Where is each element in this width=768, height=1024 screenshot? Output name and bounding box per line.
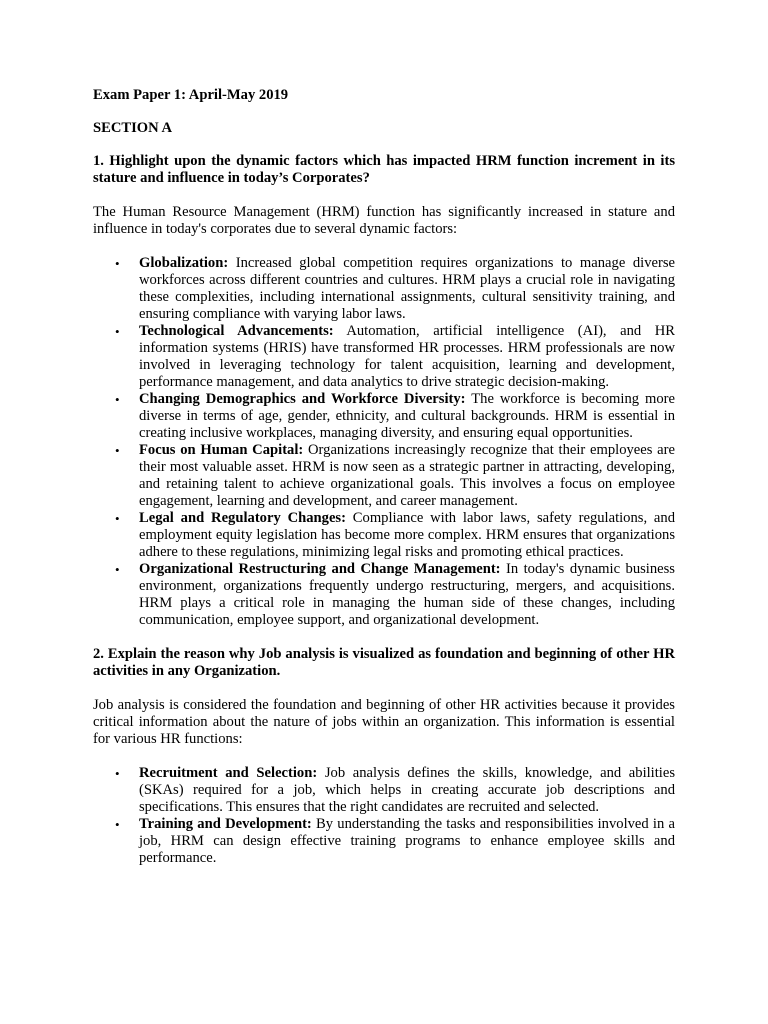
list-item-term: Globalization:	[139, 255, 229, 271]
list-item-text: Compliance with labor laws, safety regulations, and employment equity legislation has become more complex. HRM ensures that organizations adhere to these regulations, minimizing legal risks and promoting ethical practices.	[139, 510, 676, 560]
list-item	[115, 561, 675, 629]
list-item-text: By understanding the tasks and responsibilities involved in a job, HRM can design effective training programs to enhance employee skills and performance.	[139, 816, 675, 866]
list-item-text: Organizations increasingly recognize that their employees are their most valuable asset. HRM is now seen as a strategic partner in attracting, developing, and retaining talent to achieve organizational goals. This involves a focus on employee engagement, learning and development, and career management.	[139, 442, 675, 509]
answer-1-intro: The Human Resource Management (HRM) function has significantly increased in stature and influence in today's corporates due to several dynamic factors:	[93, 204, 675, 237]
list-item	[115, 323, 675, 391]
list-item-text: The workforce is becoming more diverse in terms of age, gender, ethnicity, and cultural backgrounds. HRM is essential in creating inclusive workplaces, managing diversity, and ensuring equal opportunities.	[139, 391, 675, 441]
bullet-icon: •	[115, 817, 120, 832]
bullet-icon: •	[115, 511, 120, 526]
answer-1-list	[93, 255, 675, 629]
list-item	[115, 816, 675, 867]
list-item-term: Changing Demographics and Workforce Diversity:	[139, 391, 466, 407]
bullet-icon: •	[115, 562, 120, 577]
bullet-icon: •	[115, 443, 120, 458]
bullet-icon: •	[115, 392, 120, 407]
list-item	[115, 765, 676, 816]
document-body	[93, 87, 675, 884]
bullet-icon: •	[115, 324, 120, 339]
list-item-text: Automation, artificial intelligence (AI), and HR information systems (HRIS) have transformed HR processes. HRM professionals are now involved in leveraging technology for talent acquisition, learning and development, performance management, and data analytics to drive strategic decision-making.	[139, 323, 675, 390]
list-item-text: Increased global competition requires organizations to manage diverse workforces across different countries and cultures. HRM plays a crucial role in navigating these complexities, including international assignments, cultural sensitivity training, and ensuring compliance with varying labor laws.	[139, 255, 675, 322]
bullet-icon: •	[115, 766, 120, 781]
list-item-text: In today's dynamic business environment, organizations frequently undergo restructuring, mergers, and acquisitions. HRM plays a critical role in managing the human side of these changes, including communication, employee support, and organizational development.	[139, 561, 675, 628]
question-1: 1. Highlight upon the dynamic factors which has impacted HRM function increment in its stature and influence in today’s Corporates?	[93, 153, 675, 186]
bullet-icon: •	[115, 256, 120, 271]
list-item-term: Legal and Regulatory Changes:	[139, 510, 346, 526]
answer-2-intro: Job analysis is considered the foundation and beginning of other HR activities because it provides critical information about the nature of jobs within an organization. This information is essential for various HR functions:	[93, 697, 675, 747]
section-title: SECTION A	[93, 120, 173, 136]
list-item	[115, 255, 675, 323]
list-item-term: Training and Development:	[139, 816, 312, 832]
answer-2-list	[93, 765, 675, 867]
exam-title: Exam Paper 1: April-May 2019	[93, 87, 289, 103]
list-item	[115, 510, 676, 561]
list-item	[115, 442, 675, 510]
question-2: 2. Explain the reason why Job analysis is visualized as foundation and beginning of other HR activities in any Organization.	[93, 646, 675, 679]
list-item-term: Technological Advancements:	[139, 323, 334, 339]
list-item-text: Job analysis defines the skills, knowledge, and abilities (SKAs) required for a job, which helps in creating accurate job descriptions and specifications. This ensures that the right candidates are recruited and selected.	[139, 765, 676, 815]
list-item	[115, 391, 675, 442]
list-item-term: Focus on Human Capital:	[139, 442, 304, 458]
list-item-term: Organizational Restructuring and Change Management:	[139, 561, 501, 577]
list-item-term: Recruitment and Selection:	[139, 765, 318, 781]
